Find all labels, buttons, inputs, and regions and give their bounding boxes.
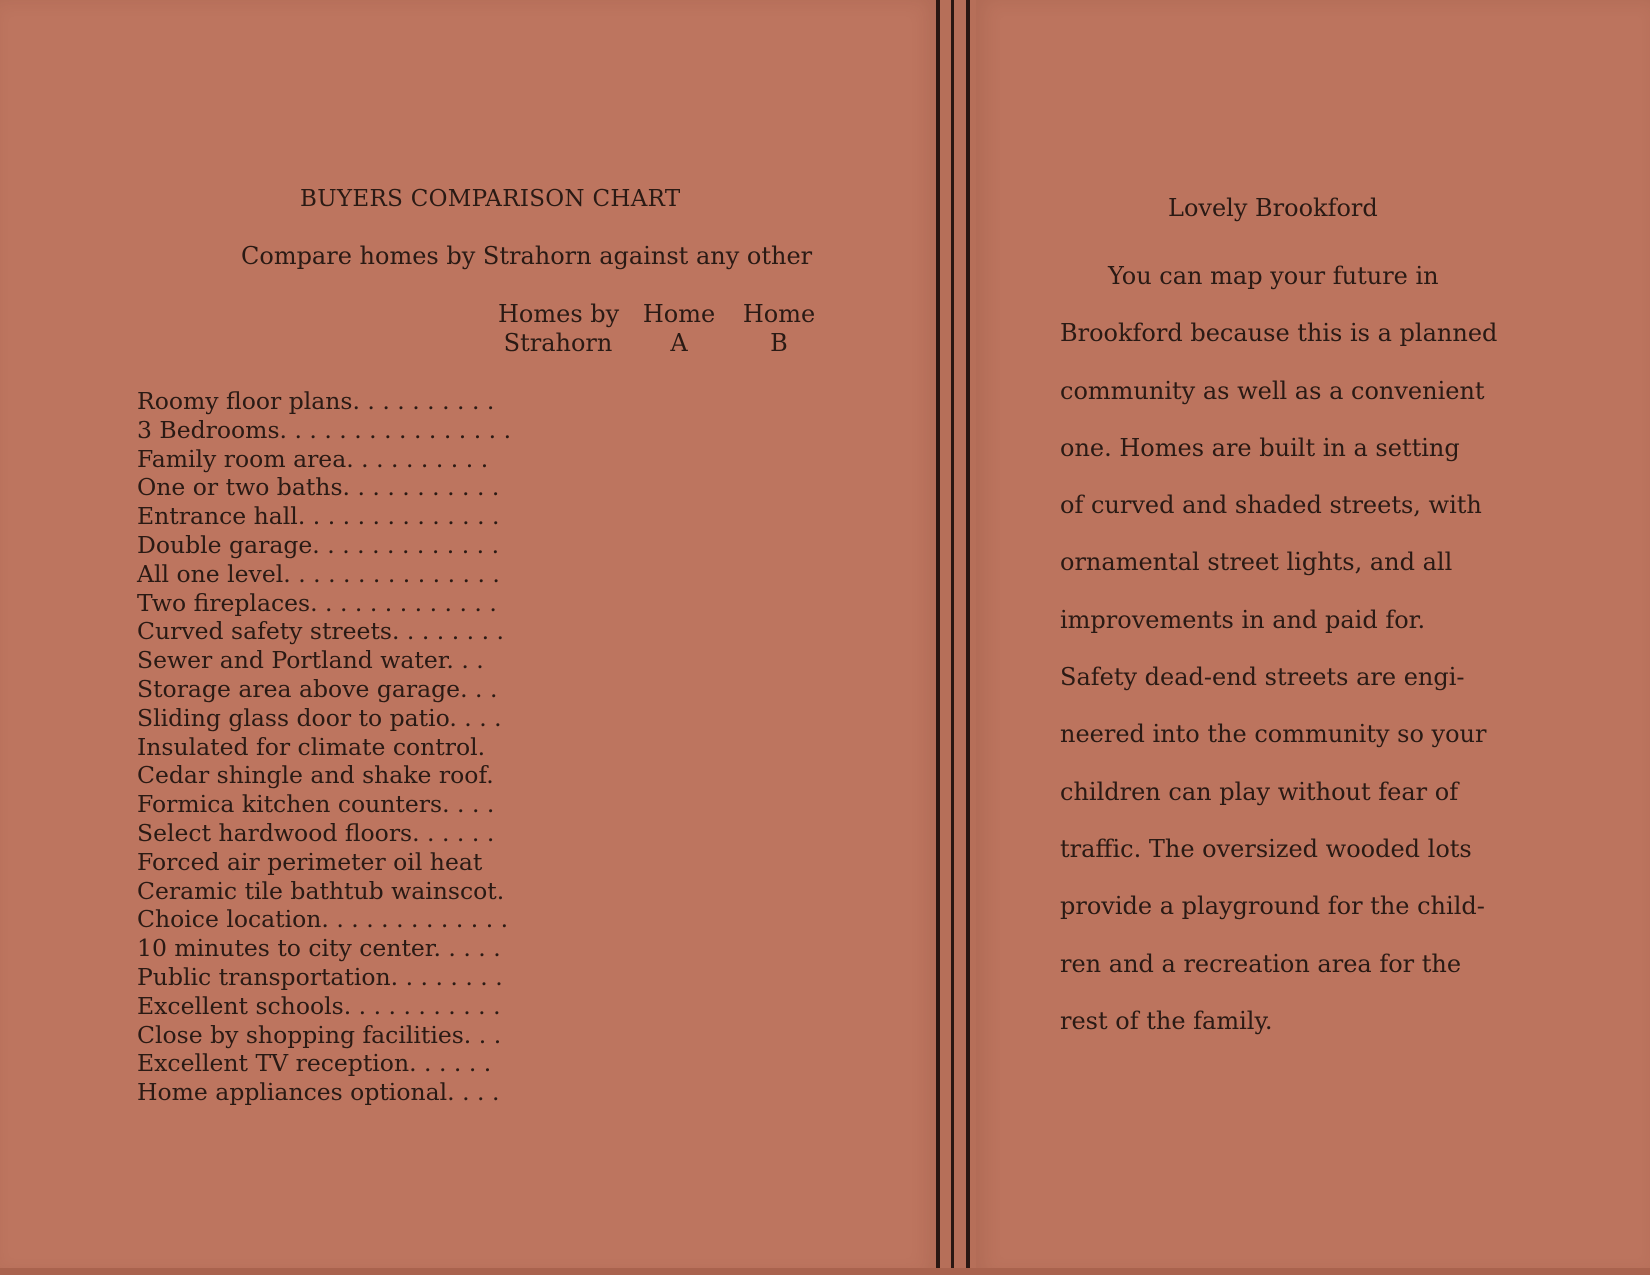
bottom-edge: [0, 1268, 1650, 1275]
feature-item: Sliding glass door to patio. . . .: [137, 703, 502, 732]
gutter-rule: [966, 0, 970, 1275]
feature-item: 10 minutes to city center. . . . .: [137, 934, 501, 963]
body-line: ren and a recreation area for the: [1060, 949, 1462, 978]
body-line: rest of the family.: [1060, 1006, 1273, 1035]
right-page-title: Lovely Brookford: [1168, 194, 1378, 222]
column-header-line: Strahorn: [503, 329, 613, 357]
feature-item: One or two baths. . . . . . . . . . .: [137, 473, 500, 502]
column-header-strahorn: [498, 300, 618, 358]
feature-item: Cedar shingle and shake roof.: [137, 761, 494, 790]
feature-list: [137, 387, 511, 1107]
feature-item: Public transportation. . . . . . . .: [137, 962, 503, 991]
feature-item: Family room area. . . . . . . . . .: [137, 444, 489, 473]
feature-item: Two fireplaces. . . . . . . . . . . . .: [137, 588, 497, 617]
body-line: of curved and shaded streets, with: [1060, 491, 1482, 520]
body-line: traffic. The oversized wooded lots: [1060, 834, 1472, 863]
feature-item: Close by shopping facilities. . .: [137, 1020, 502, 1049]
chart-subtitle: Compare homes by Strahorn against any other: [241, 242, 813, 270]
feature-item: Roomy floor plans. . . . . . . . . .: [137, 387, 495, 415]
feature-item: Ceramic tile bathtub wainscot.: [137, 876, 505, 905]
feature-item: Choice location. . . . . . . . . . . . .: [137, 905, 509, 934]
column-header-line: B: [770, 329, 788, 357]
feature-item: Forced air perimeter oil heat: [137, 847, 483, 876]
body-line: improvements in and paid for.: [1060, 605, 1426, 634]
column-header-home-a: [640, 300, 718, 358]
column-header-line: Home: [742, 300, 816, 328]
gutter-rule: [936, 0, 940, 1275]
column-header-line: Homes by: [498, 300, 620, 328]
body-line: Brookford because this is a planned: [1060, 319, 1498, 348]
feature-item: Entrance hall. . . . . . . . . . . . . .: [137, 502, 500, 531]
feature-item: Select hardwood floors. . . . . .: [137, 818, 495, 847]
column-header-line: Home: [642, 300, 716, 328]
gutter-rule: [951, 0, 954, 1275]
column-header-line: A: [670, 329, 688, 357]
feature-item: Excellent schools. . . . . . . . . . .: [137, 991, 501, 1020]
body-line: children can play without fear of: [1060, 777, 1459, 806]
body-line: You can map your future in: [1108, 262, 1439, 290]
body-line: provide a playground for the child-: [1060, 892, 1485, 921]
body-text: [1060, 248, 1497, 1050]
body-line: community as well as a convenient: [1060, 376, 1485, 405]
body-line: neered into the community so your: [1060, 720, 1487, 749]
body-line: one. Homes are built in a setting: [1060, 433, 1460, 462]
body-line: Safety dead-end streets are engi-: [1060, 663, 1465, 692]
column-header-home-b: [740, 300, 818, 358]
chart-title: BUYERS COMPARISON CHART: [300, 186, 681, 212]
feature-item: Excellent TV reception. . . . . .: [137, 1049, 492, 1078]
feature-item: Double garage. . . . . . . . . . . . .: [137, 530, 500, 559]
feature-item: Home appliances optional. . . .: [137, 1078, 500, 1107]
feature-item: 3 Bedrooms. . . . . . . . . . . . . . . .: [137, 415, 512, 444]
feature-item: All one level. . . . . . . . . . . . . . .: [137, 559, 500, 588]
binding-gutter: [936, 0, 976, 1275]
right-page: [976, 0, 1650, 1275]
feature-item: Formica kitchen counters. . . .: [137, 790, 495, 819]
feature-item: Curved safety streets. . . . . . . .: [137, 617, 505, 646]
feature-item: Sewer and Portland water. . .: [137, 646, 484, 675]
feature-item: Insulated for climate control.: [137, 732, 486, 761]
feature-item: Storage area above garage. . .: [137, 674, 498, 703]
body-line: ornamental street lights, and all: [1060, 548, 1453, 577]
